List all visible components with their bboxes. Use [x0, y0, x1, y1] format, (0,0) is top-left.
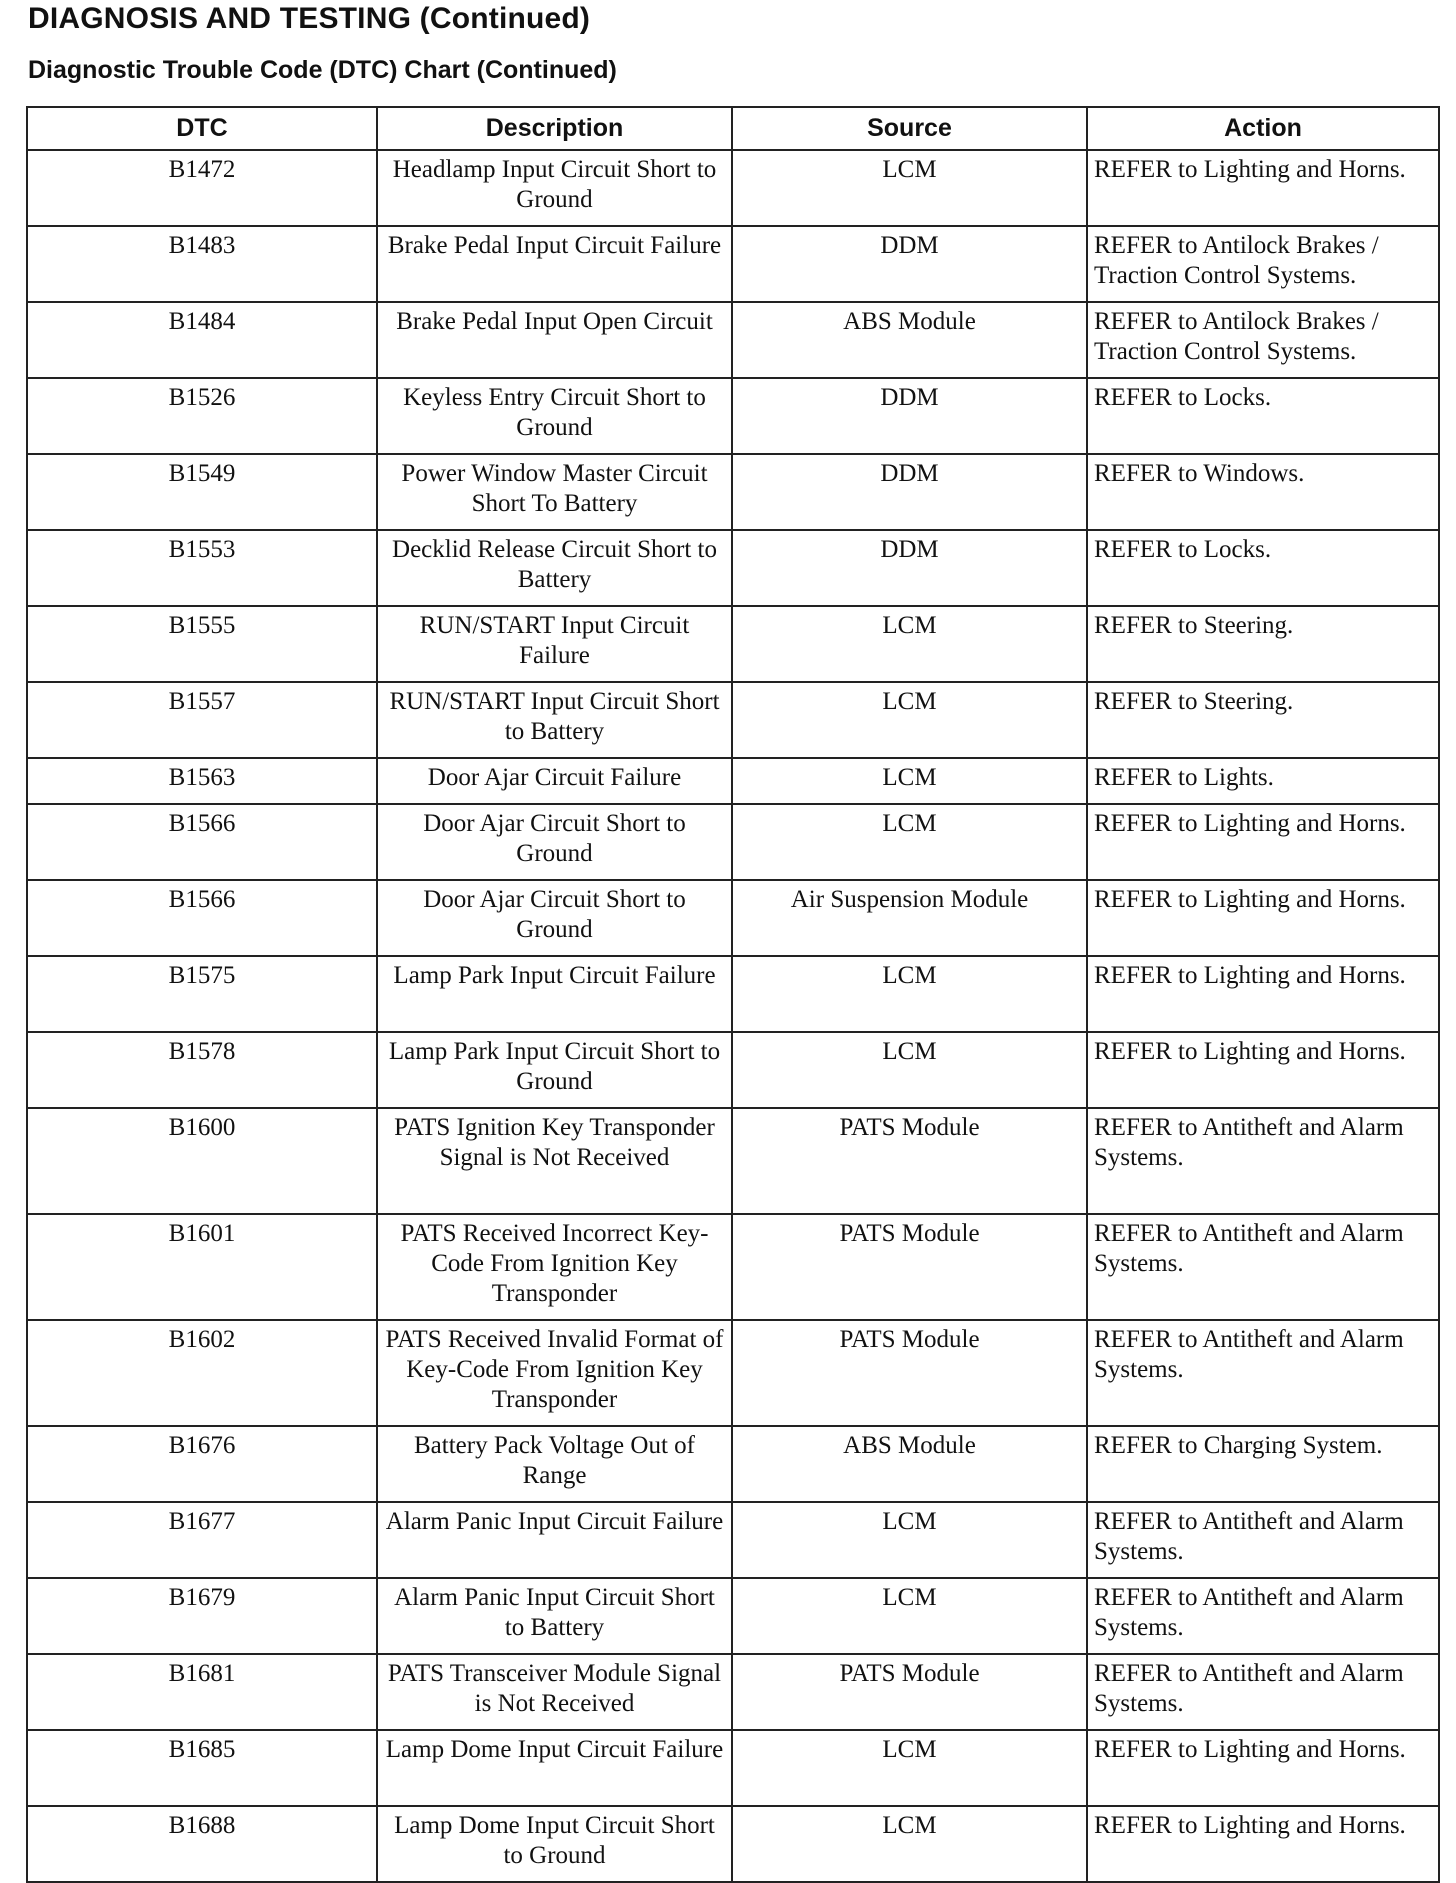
description-cell: Door Ajar Circuit Short to Ground — [377, 880, 732, 956]
dtc-cell: B1601 — [27, 1214, 377, 1320]
source-cell: PATS Module — [732, 1214, 1087, 1320]
action-cell: REFER to Lighting and Horns. — [1087, 1806, 1439, 1882]
table-row — [27, 1032, 1439, 1108]
description-cell: Alarm Panic Input Circuit Failure — [377, 1502, 732, 1578]
dtc-cell: B1553 — [27, 530, 377, 606]
table-row — [27, 682, 1439, 758]
description-cell: Battery Pack Voltage Out of Range — [377, 1426, 732, 1502]
action-cell: REFER to Antitheft and Alarm Systems. — [1087, 1108, 1439, 1214]
column-header-action: Action — [1087, 107, 1439, 150]
table-row — [27, 1730, 1439, 1806]
action-cell: REFER to Antitheft and Alarm Systems. — [1087, 1502, 1439, 1578]
table-row — [27, 302, 1439, 378]
source-cell: LCM — [732, 682, 1087, 758]
description-cell: RUN/START Input Circuit Failure — [377, 606, 732, 682]
description-cell: PATS Transceiver Module Signal is Not Received — [377, 1654, 732, 1730]
dtc-cell: B1679 — [27, 1578, 377, 1654]
source-cell: ABS Module — [732, 302, 1087, 378]
description-cell: Lamp Dome Input Circuit Failure — [377, 1730, 732, 1806]
table-row — [27, 1426, 1439, 1502]
dtc-cell: B1566 — [27, 804, 377, 880]
source-cell: LCM — [732, 804, 1087, 880]
action-cell: REFER to Antitheft and Alarm Systems. — [1087, 1214, 1439, 1320]
description-cell: Lamp Dome Input Circuit Short to Ground — [377, 1806, 732, 1882]
dtc-cell: B1526 — [27, 378, 377, 454]
dtc-cell: B1681 — [27, 1654, 377, 1730]
source-cell: LCM — [732, 1578, 1087, 1654]
action-cell: REFER to Locks. — [1087, 530, 1439, 606]
description-cell: Brake Pedal Input Open Circuit — [377, 302, 732, 378]
table-row — [27, 150, 1439, 226]
table-row — [27, 1320, 1439, 1426]
dtc-cell: B1566 — [27, 880, 377, 956]
dtc-cell: B1578 — [27, 1032, 377, 1108]
description-cell: Brake Pedal Input Circuit Failure — [377, 226, 732, 302]
description-cell: Decklid Release Circuit Short to Battery — [377, 530, 732, 606]
source-cell: LCM — [732, 1502, 1087, 1578]
page-subtitle: Diagnostic Trouble Code (DTC) Chart (Continued) — [28, 56, 617, 84]
table-row — [27, 1502, 1439, 1578]
source-cell: LCM — [732, 150, 1087, 226]
source-cell: PATS Module — [732, 1108, 1087, 1214]
source-cell: DDM — [732, 378, 1087, 454]
dtc-cell: B1563 — [27, 758, 377, 804]
action-cell: REFER to Steering. — [1087, 606, 1439, 682]
dtc-cell: B1676 — [27, 1426, 377, 1502]
table-row — [27, 606, 1439, 682]
action-cell: REFER to Lighting and Horns. — [1087, 1730, 1439, 1806]
action-cell: REFER to Lighting and Horns. — [1087, 1032, 1439, 1108]
dtc-cell: B1549 — [27, 454, 377, 530]
source-cell: LCM — [732, 1730, 1087, 1806]
source-cell: LCM — [732, 1806, 1087, 1882]
dtc-cell: B1483 — [27, 226, 377, 302]
dtc-cell: B1557 — [27, 682, 377, 758]
description-cell: Alarm Panic Input Circuit Short to Battery — [377, 1578, 732, 1654]
page-title: DIAGNOSIS AND TESTING (Continued) — [28, 2, 591, 35]
table-row — [27, 1806, 1439, 1882]
action-cell: REFER to Lighting and Horns. — [1087, 150, 1439, 226]
source-cell: LCM — [732, 758, 1087, 804]
source-cell: PATS Module — [732, 1654, 1087, 1730]
description-cell: PATS Ignition Key Transponder Signal is Not Received — [377, 1108, 732, 1214]
dtc-cell: B1602 — [27, 1320, 377, 1426]
source-cell: DDM — [732, 226, 1087, 302]
action-cell: REFER to Charging System. — [1087, 1426, 1439, 1502]
dtc-cell: B1484 — [27, 302, 377, 378]
action-cell: REFER to Windows. — [1087, 454, 1439, 530]
dtc-cell: B1600 — [27, 1108, 377, 1214]
action-cell: REFER to Lights. — [1087, 758, 1439, 804]
action-cell: REFER to Antilock Brakes / Traction Control Systems. — [1087, 226, 1439, 302]
table-row — [27, 530, 1439, 606]
description-cell: RUN/START Input Circuit Short to Battery — [377, 682, 732, 758]
table-row — [27, 1578, 1439, 1654]
table-row — [27, 1108, 1439, 1214]
table-row — [27, 804, 1439, 880]
column-header-dtc: DTC — [27, 107, 377, 150]
description-cell: Door Ajar Circuit Short to Ground — [377, 804, 732, 880]
source-cell: LCM — [732, 956, 1087, 1032]
description-cell: Power Window Master Circuit Short To Battery — [377, 454, 732, 530]
action-cell: REFER to Antilock Brakes / Traction Control Systems. — [1087, 302, 1439, 378]
source-cell: DDM — [732, 530, 1087, 606]
description-cell: Headlamp Input Circuit Short to Ground — [377, 150, 732, 226]
source-cell: PATS Module — [732, 1320, 1087, 1426]
source-cell: LCM — [732, 606, 1087, 682]
source-cell: Air Suspension Module — [732, 880, 1087, 956]
dtc-cell: B1555 — [27, 606, 377, 682]
dtc-cell: B1472 — [27, 150, 377, 226]
description-cell: Keyless Entry Circuit Short to Ground — [377, 378, 732, 454]
dtc-cell: B1677 — [27, 1502, 377, 1578]
table-row — [27, 758, 1439, 804]
description-cell: Lamp Park Input Circuit Short to Ground — [377, 1032, 732, 1108]
action-cell: REFER to Steering. — [1087, 682, 1439, 758]
description-cell: PATS Received Invalid Format of Key-Code From Ignition Key Transponder — [377, 1320, 732, 1426]
description-cell: PATS Received Incorrect Key-Code From Ignition Key Transponder — [377, 1214, 732, 1320]
description-cell: Lamp Park Input Circuit Failure — [377, 956, 732, 1032]
dtc-cell: B1688 — [27, 1806, 377, 1882]
dtc-cell: B1685 — [27, 1730, 377, 1806]
action-cell: REFER to Locks. — [1087, 378, 1439, 454]
action-cell: REFER to Lighting and Horns. — [1087, 804, 1439, 880]
action-cell: REFER to Antitheft and Alarm Systems. — [1087, 1578, 1439, 1654]
source-cell: ABS Module — [732, 1426, 1087, 1502]
table-row — [27, 1214, 1439, 1320]
table-row — [27, 378, 1439, 454]
source-cell: LCM — [732, 1032, 1087, 1108]
action-cell: REFER to Antitheft and Alarm Systems. — [1087, 1320, 1439, 1426]
column-header-source: Source — [732, 107, 1087, 150]
description-cell: Door Ajar Circuit Failure — [377, 758, 732, 804]
table-row — [27, 226, 1439, 302]
action-cell: REFER to Antitheft and Alarm Systems. — [1087, 1654, 1439, 1730]
action-cell: REFER to Lighting and Horns. — [1087, 956, 1439, 1032]
table-row — [27, 956, 1439, 1032]
column-header-description: Description — [377, 107, 732, 150]
dtc-cell: B1575 — [27, 956, 377, 1032]
table-row — [27, 454, 1439, 530]
table-row — [27, 880, 1439, 956]
action-cell: REFER to Lighting and Horns. — [1087, 880, 1439, 956]
source-cell: DDM — [732, 454, 1087, 530]
table-row — [27, 1654, 1439, 1730]
table-header-row — [27, 107, 1439, 150]
dtc-chart-table — [26, 106, 1440, 1883]
